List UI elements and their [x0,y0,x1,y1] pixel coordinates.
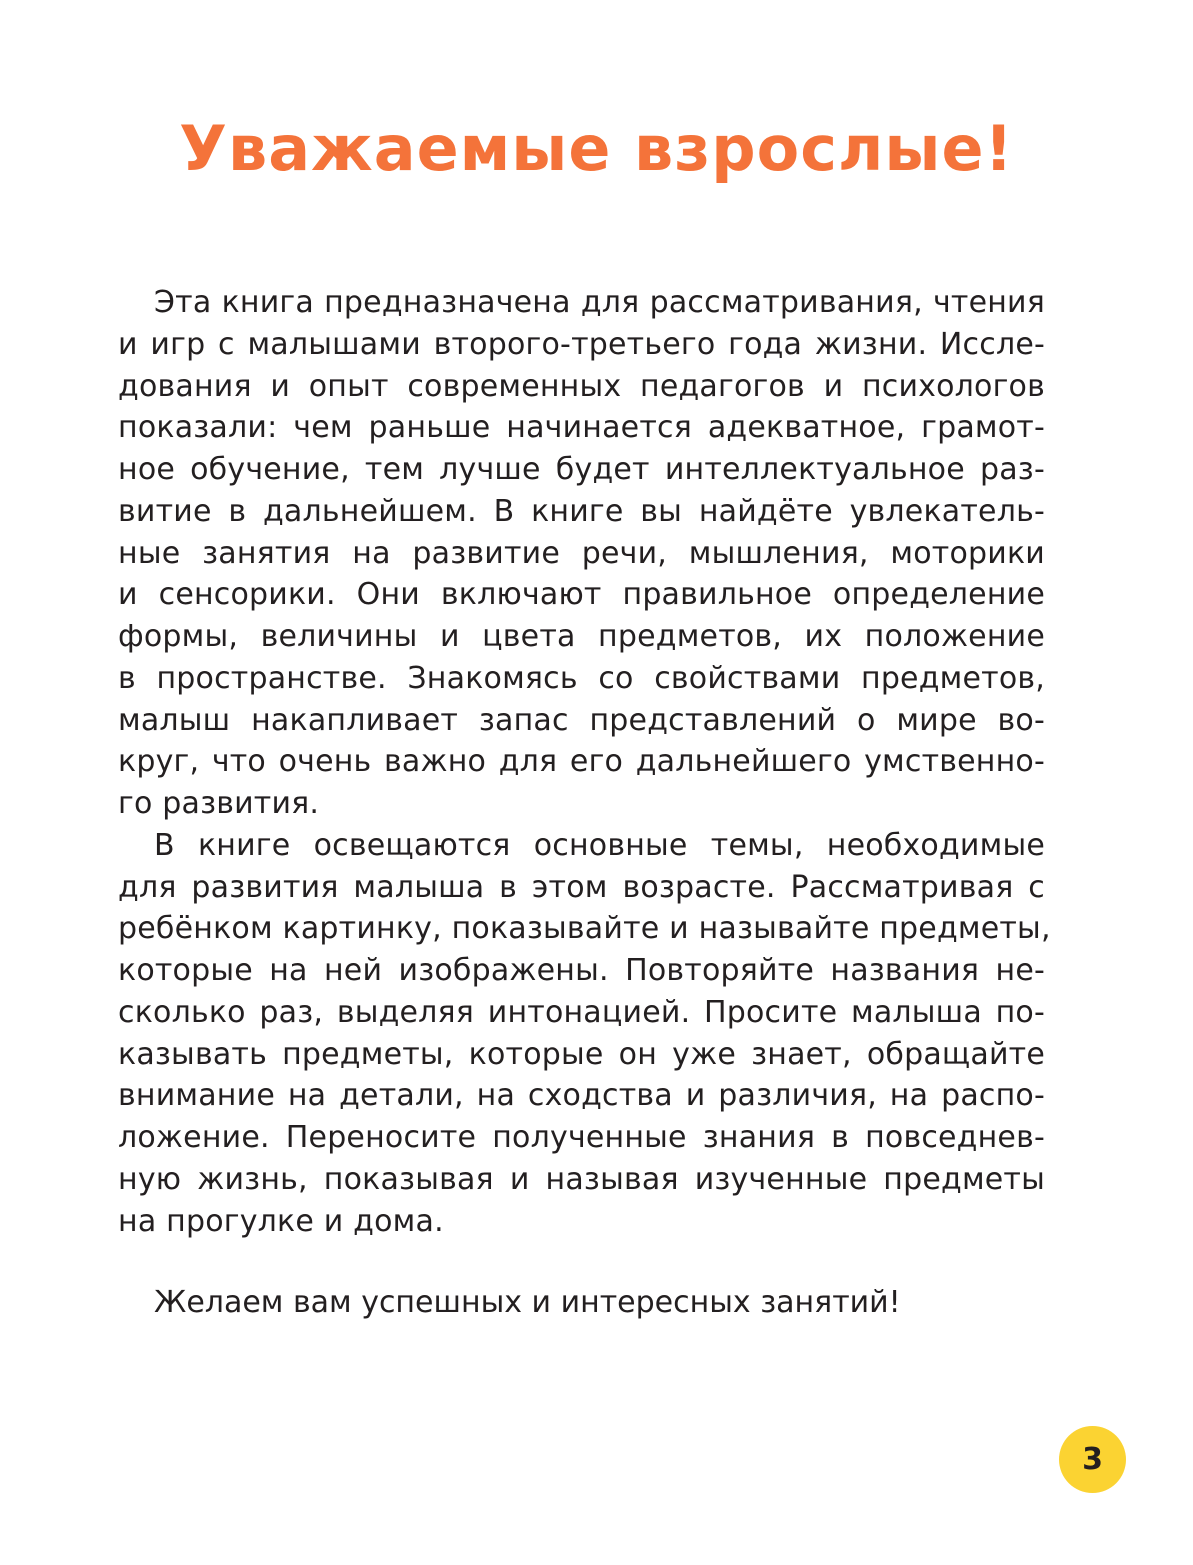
paragraph-1-line: ные занятия на развитие речи, мышления, моторики [118,535,1045,571]
paragraph-2-line: казывать предметы, которые он уже знает, обращайте [118,1036,1045,1072]
paragraph-1-line: формы, величины и цвета предметов, их положение [118,619,1045,654]
paragraph-1-line: го развития. [118,786,320,821]
page-title: Уважаемые взрослые! [179,112,1014,185]
paragraph-1-line: круг, что очень важно для его дальнейшего умственно- [118,744,1045,780]
paragraph-2-line: внимание на детали, на сходства и различия, на распо- [118,1078,1045,1114]
paragraph-2-line: В книге освещаются основные темы, необходимые [154,827,1045,863]
paragraph-1-line: малыш накапливает запас представлений о мире во- [118,702,1045,738]
paragraph-1-line: и сенсорики. Они включают правильное определение [118,577,1045,613]
paragraph-2-line: ложение. Переносите полученные знания в повседнев- [118,1120,1045,1155]
paragraph-1-line: витие в дальнейшем. В книге вы найдёте увлекатель- [118,493,1045,529]
paragraph-2-line: сколько раз, выделяя интонацией. Просите малыша по- [118,994,1045,1030]
paragraph-2-line: для развития малыша в этом возрасте. Рассматривая с [118,869,1045,905]
paragraph-1-line: в пространстве. Знакомясь со свойствами предметов, [118,660,1045,696]
paragraph-1-line: дования и опыт современных педагогов и психологов [118,368,1045,404]
paragraph-2-line: ребёнком картинку, показывайте и называйте предметы, [118,911,1051,947]
paragraph-2-line: на прогулке и дома. [118,1203,444,1239]
paragraph-1-line: ное обучение, тем лучше будет интеллектуальное раз- [118,452,1045,487]
closing-line: Желаем вам успешных и интересных занятий! [154,1285,901,1320]
paragraph-2-line: ную жизнь, показывая и называя изученные предметы [118,1161,1045,1197]
paragraph-2-line: которые на ней изображены. Повторяйте названия не- [118,953,1045,988]
page-number-badge: 3 [1059,1426,1126,1493]
paragraph-1-line: Эта книга предназначена для рассматривания, чтения [154,285,1045,320]
paragraph-1-line: показали: чем раньше начинается адекватное, грамот- [118,410,1045,446]
body-text [118,282,1051,1242]
paragraph-1-line: и игр с малышами второго-третьего года жизни. Иссле- [118,326,1045,362]
